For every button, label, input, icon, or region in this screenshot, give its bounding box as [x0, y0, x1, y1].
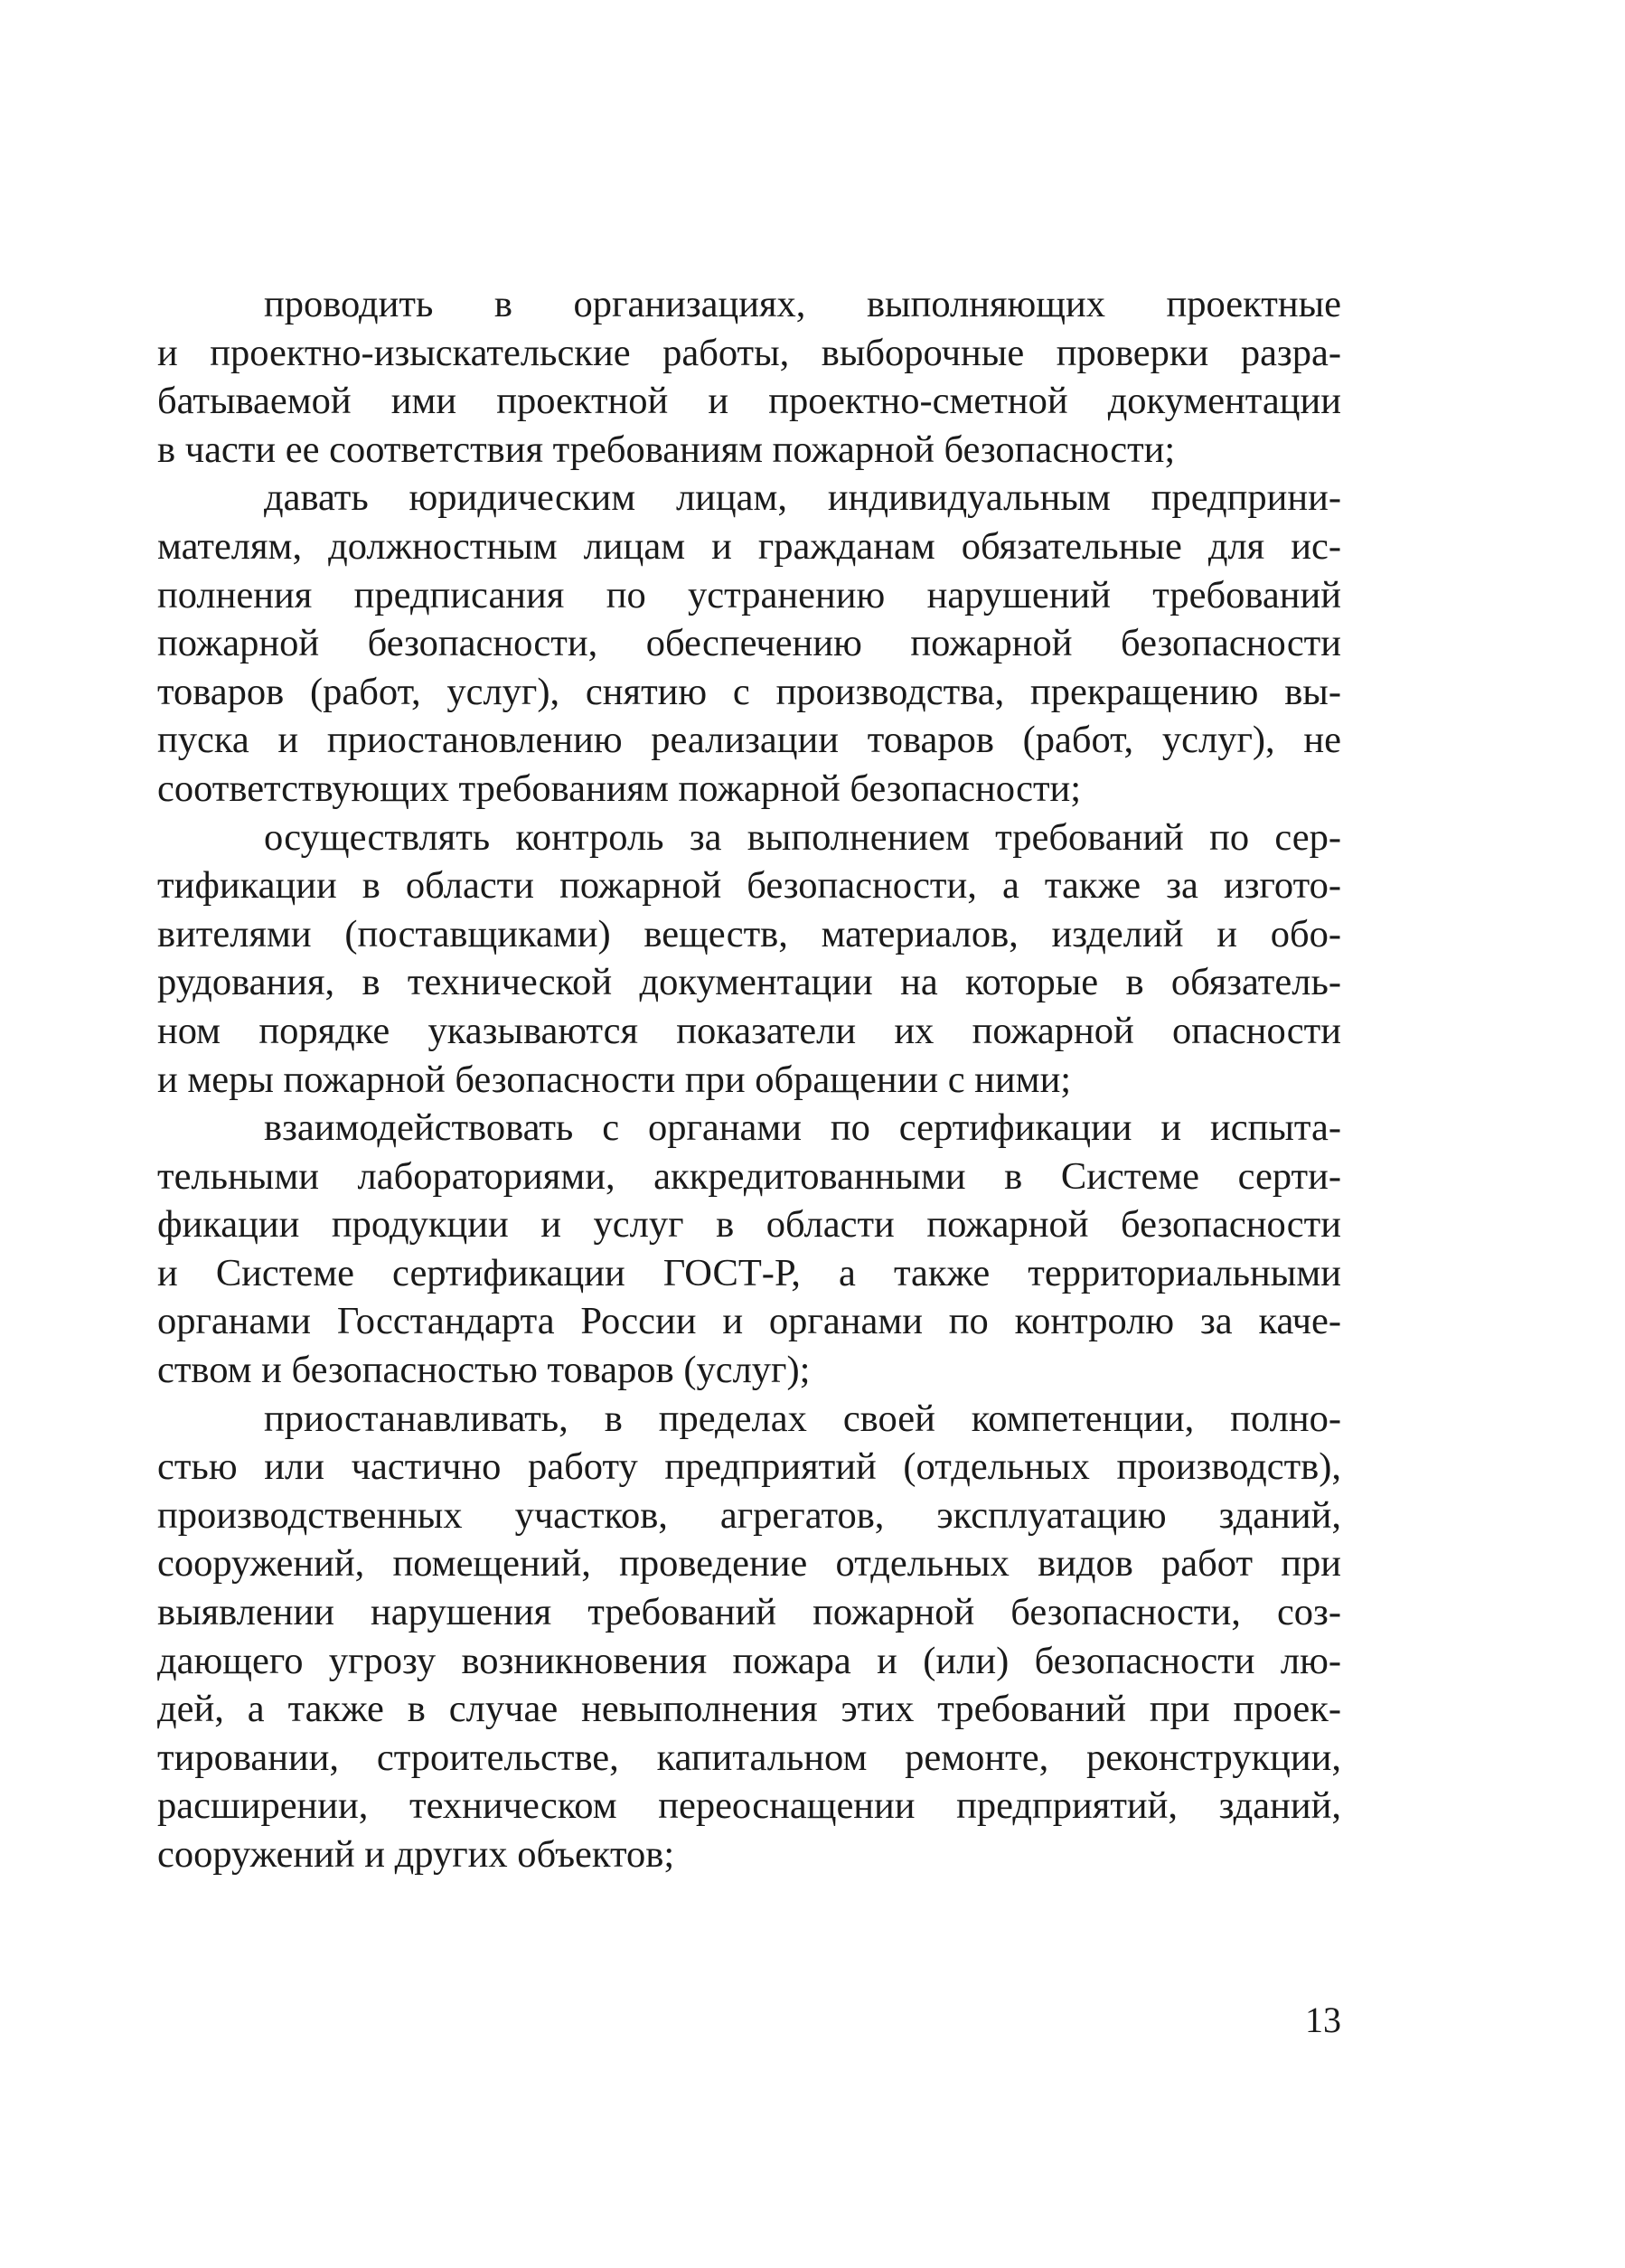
text-line: ством и безопасностью товаров (услуг);: [157, 1349, 811, 1392]
text-line: взаимодействовать с органами по сертификации и испыта-: [264, 1106, 1341, 1150]
text-line: дающего угрозу возникновения пожара и (или) безопасности лю-: [157, 1639, 1341, 1682]
text-line: соответствующих требованиям пожарной безопасности;: [157, 767, 1082, 810]
text-line: в части ее соответствия требованиям пожарной безопасности;: [157, 428, 1176, 471]
text-line: пуска и приостановлению реализации товаров (работ, услуг), не: [157, 719, 1341, 762]
text-line: ном порядке указываются показатели их пожарной опасности: [157, 1009, 1341, 1052]
text-line: и меры пожарной безопасности при обращении с ними;: [157, 1058, 1072, 1101]
text-line: вителями (поставщиками) веществ, материалов, изделий и обо-: [157, 912, 1341, 955]
paragraph: [157, 280, 1341, 474]
paragraph: [157, 1104, 1341, 1395]
paragraph: [157, 814, 1341, 1105]
text-line: выявлении нарушения требований пожарной безопасности, соз-: [157, 1591, 1341, 1634]
paragraph: [157, 1395, 1341, 1879]
text-line: мателям, должностным лицам и гражданам обязательные для ис-: [157, 524, 1341, 568]
text-line: органами Госстандарта России и органами по контролю за каче-: [157, 1300, 1341, 1343]
paragraph: [157, 474, 1341, 813]
text-line: дей, а также в случае невыполнения этих требований при проек-: [157, 1688, 1341, 1731]
text-line: и Системе сертификации ГОСТ-Р, а также территориальными: [157, 1251, 1341, 1294]
text-line: рудования, в технической документации на которые в обязатель-: [157, 961, 1341, 1004]
text-line: сооружений, помещений, проведение отдельных видов работ при: [157, 1542, 1341, 1586]
body-text: [157, 280, 1341, 1879]
text-line: приостанавливать, в пределах своей компетенции, полно-: [264, 1397, 1341, 1440]
text-line: тельными лабораториями, аккредитованными в Системе серти-: [157, 1154, 1341, 1198]
text-line: тификации в области пожарной безопасности, а также за изгото-: [157, 864, 1341, 908]
text-line: пожарной безопасности, обеспечению пожарной безопасности: [157, 622, 1341, 665]
text-line: тировании, строительстве, капитальном ремонте, реконструкции,: [157, 1736, 1341, 1779]
text-line: батываемой ими проектной и проектно-сметной документации: [157, 380, 1341, 423]
text-line: производственных участков, агрегатов, эксплуатацию зданий,: [157, 1493, 1341, 1537]
text-line: осуществлять контроль за выполнением требований по сер-: [264, 815, 1341, 859]
text-line: проводить в организациях, выполняющих проектные: [264, 283, 1341, 325]
text-line: и проектно-изыскательские работы, выборочные проверки разра-: [157, 331, 1341, 374]
text-line: товаров (работ, услуг), снятию с производства, прекращению вы-: [157, 670, 1341, 713]
text-line: фикации продукции и услуг в области пожарной безопасности: [157, 1203, 1341, 1247]
text-line: давать юридическим лицам, индивидуальным предприни-: [264, 476, 1341, 520]
text-line: сооружений и других объектов;: [157, 1833, 675, 1876]
text-line: полнения предписания по устранению нарушений требований: [157, 573, 1341, 616]
text-line: стью или частично работу предприятий (отдельных производств),: [157, 1445, 1341, 1489]
page-number: 13: [1305, 2000, 1341, 2040]
text-line: расширении, техническом переоснащении предприятий, зданий,: [157, 1784, 1341, 1828]
